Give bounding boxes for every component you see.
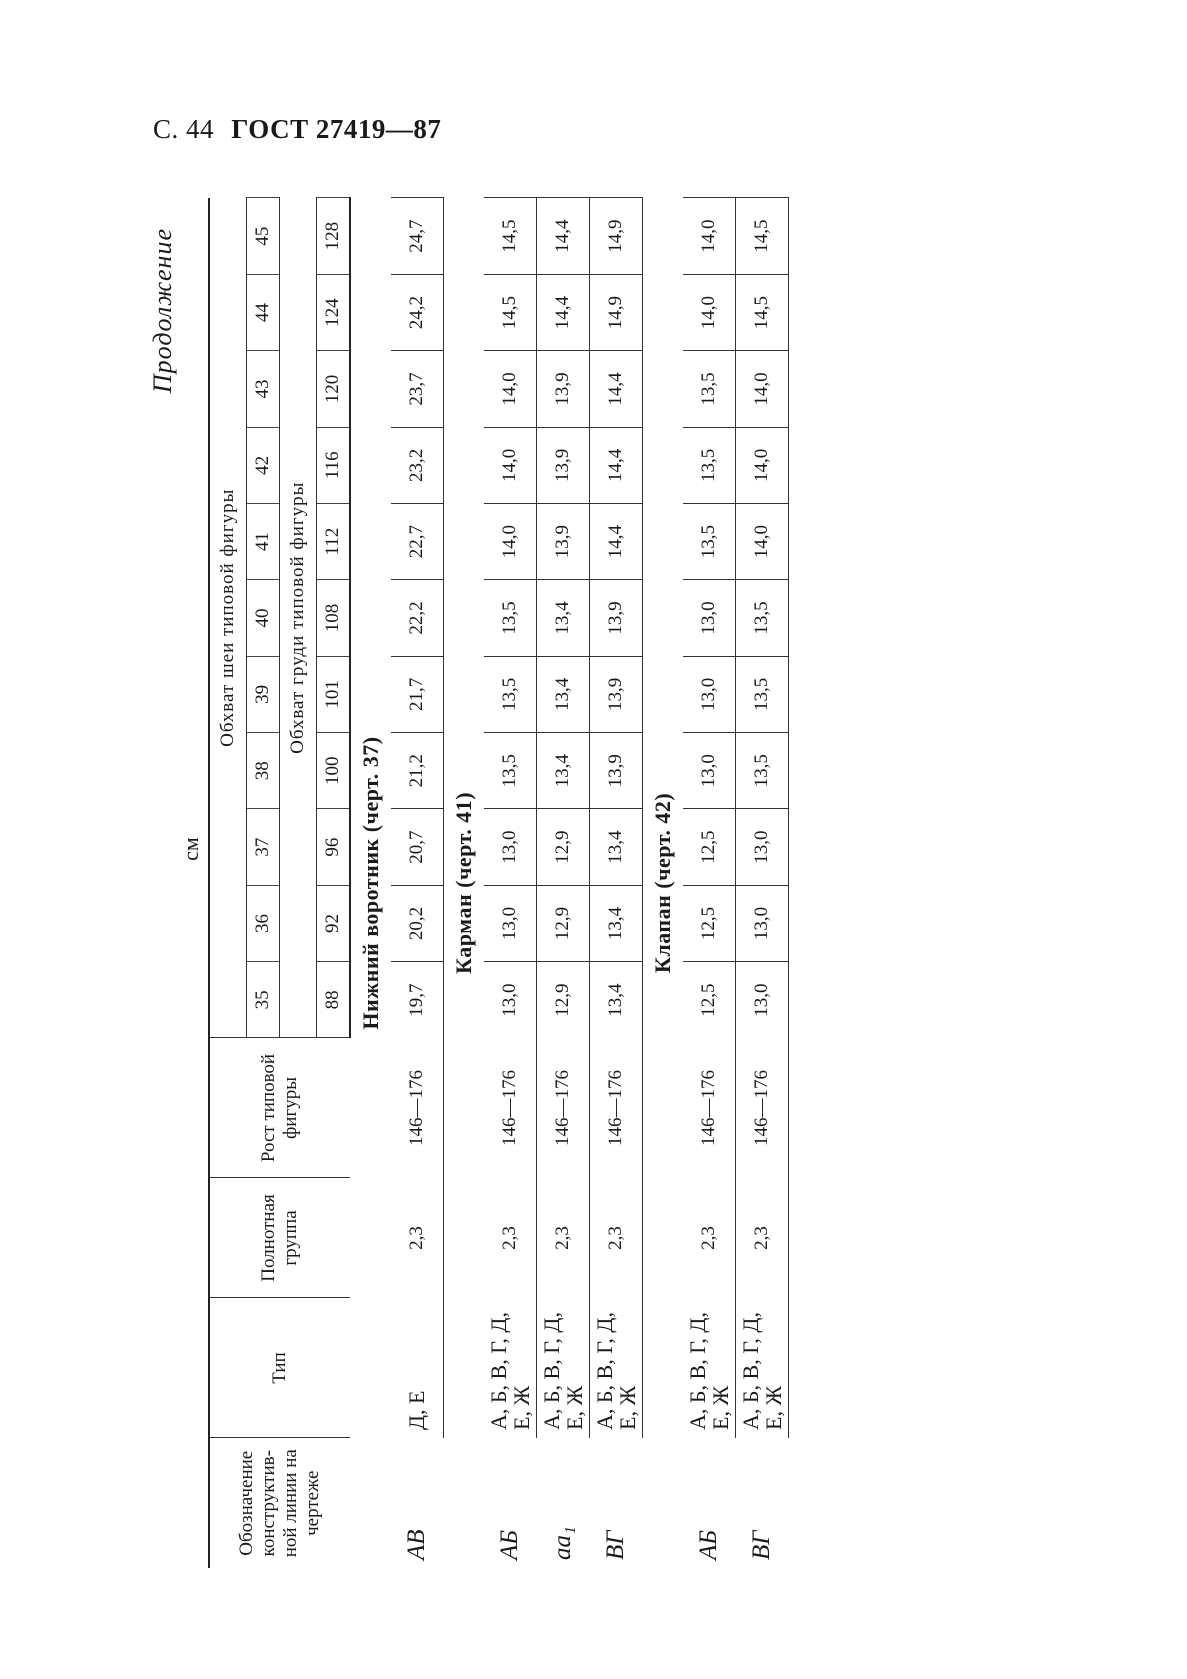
value-cell: 13,4	[537, 656, 590, 732]
neck-size-5: 40	[247, 580, 280, 656]
value-cell: 14,5	[484, 274, 537, 350]
value-cell: 12,9	[537, 885, 590, 961]
col-code-header: Обозначение конструктив-ной линии на чертеже	[209, 1438, 350, 1568]
value-cell: 13,0	[736, 962, 789, 1038]
col-group-header: Полнотная группа	[209, 1178, 350, 1298]
chest-size-6: 112	[317, 503, 351, 579]
chest-size-8: 120	[317, 351, 351, 427]
standard-number: ГОСТ 27419—87	[231, 114, 442, 144]
value-cell: 14,9	[590, 198, 643, 275]
value-cell: 19,7	[391, 962, 444, 1038]
table-row	[484, 198, 537, 1568]
chest-size-7: 116	[317, 427, 351, 503]
table-row	[537, 198, 590, 1568]
unit-text: см	[178, 837, 203, 861]
fullness-group: 2,3	[484, 1178, 537, 1298]
value-cell: 13,4	[590, 809, 643, 885]
value-cell: 13,5	[484, 733, 537, 809]
value-cell: 13,4	[590, 885, 643, 961]
value-cell: 14,4	[537, 274, 590, 350]
neck-size-7: 42	[247, 427, 280, 503]
chest-size-10: 128	[317, 198, 351, 275]
chest-size-3: 100	[317, 733, 351, 809]
fullness-group: 2,3	[391, 1178, 444, 1298]
value-cell: 14,0	[736, 351, 789, 427]
value-cell: 14,0	[683, 274, 736, 350]
continuation-label: Продолжение	[148, 228, 177, 394]
value-cell: 14,5	[736, 274, 789, 350]
height-range: 146—176	[537, 1038, 590, 1178]
value-cell: 14,4	[537, 198, 590, 275]
value-cell: 13,0	[683, 656, 736, 732]
value-cell: 13,9	[590, 656, 643, 732]
line-type: Д, Е	[391, 1298, 444, 1438]
value-cell: 14,4	[590, 351, 643, 427]
height-range: 146—176	[683, 1038, 736, 1178]
line-code: АВ	[402, 1529, 430, 1560]
value-cell: 21,2	[391, 733, 444, 809]
fullness-group: 2,3	[683, 1178, 736, 1298]
value-cell: 14,0	[736, 427, 789, 503]
neck-size-9: 44	[247, 274, 280, 350]
line-type: А, Б, В, Г, Д, Е, Ж	[484, 1298, 537, 1438]
chest-size-0: 88	[317, 962, 351, 1038]
line-code: аа₁	[548, 1526, 576, 1560]
value-cell: 24,2	[391, 274, 444, 350]
value-cell: 14,0	[484, 503, 537, 579]
section-header	[444, 198, 485, 1568]
height-range: 146—176	[590, 1038, 643, 1178]
value-cell: 13,9	[537, 427, 590, 503]
chest-size-5: 108	[317, 580, 351, 656]
section-title: Нижний воротник (черт. 37)	[358, 736, 384, 1030]
value-cell: 13,0	[683, 733, 736, 809]
neck-size-4: 39	[247, 656, 280, 732]
rotated-table-block	[148, 198, 1080, 1568]
value-cell: 20,2	[391, 885, 444, 961]
value-cell: 13,5	[683, 427, 736, 503]
value-cell: 13,5	[683, 503, 736, 579]
page-number: С. 44	[153, 114, 215, 144]
col-height-header: Рост типовой фигуры	[209, 1038, 350, 1178]
value-cell: 14,5	[484, 198, 537, 275]
value-cell: 13,5	[484, 656, 537, 732]
value-cell: 14,0	[683, 198, 736, 275]
value-cell: 14,0	[484, 427, 537, 503]
value-cell: 21,7	[391, 656, 444, 732]
chest-title: Обхват груди типовой фигуры	[280, 198, 317, 1038]
value-cell: 13,9	[537, 503, 590, 579]
value-cell: 12,9	[537, 809, 590, 885]
value-cell: 12,5	[683, 809, 736, 885]
value-cell: 13,9	[590, 580, 643, 656]
table-row	[590, 198, 643, 1568]
col-type-header: Тип	[209, 1298, 350, 1438]
section-title: Клапан (черт. 42)	[650, 792, 676, 974]
value-cell: 14,5	[736, 198, 789, 275]
section-header	[350, 198, 391, 1568]
line-code: АБ	[495, 1529, 523, 1560]
value-cell: 13,5	[484, 580, 537, 656]
neck-title: Обхват шеи типовой фигуры	[209, 198, 247, 1038]
line-type: А, Б, В, Г, Д, Е, Ж	[537, 1298, 590, 1438]
table-row	[391, 198, 444, 1568]
chest-size-9: 124	[317, 274, 351, 350]
chest-size-4: 101	[317, 656, 351, 732]
value-cell: 14,4	[590, 503, 643, 579]
value-cell: 13,5	[736, 733, 789, 809]
value-cell: 12,5	[683, 962, 736, 1038]
line-type: А, Б, В, Г, Д, Е, Ж	[683, 1298, 736, 1438]
height-range: 146—176	[736, 1038, 789, 1178]
value-cell: 13,4	[590, 962, 643, 1038]
value-cell: 14,4	[590, 427, 643, 503]
line-code: АБ	[694, 1529, 722, 1560]
height-range: 146—176	[484, 1038, 537, 1178]
value-cell: 13,9	[537, 351, 590, 427]
line-type: А, Б, В, Г, Д, Е, Ж	[736, 1298, 789, 1438]
value-cell: 20,7	[391, 809, 444, 885]
value-cell: 14,9	[590, 274, 643, 350]
neck-size-3: 38	[247, 733, 280, 809]
neck-size-6: 41	[247, 503, 280, 579]
fullness-group: 2,3	[736, 1178, 789, 1298]
value-cell: 12,5	[683, 885, 736, 961]
section-header	[643, 198, 684, 1568]
value-cell: 13,5	[736, 656, 789, 732]
neck-size-10: 45	[247, 198, 280, 275]
value-cell: 13,0	[683, 580, 736, 656]
line-code: ВГ	[601, 1530, 629, 1560]
value-cell: 13,0	[484, 962, 537, 1038]
value-cell: 13,9	[590, 733, 643, 809]
value-cell: 12,9	[537, 962, 590, 1038]
value-cell: 13,4	[537, 580, 590, 656]
fullness-group: 2,3	[590, 1178, 643, 1298]
unit-label	[178, 198, 204, 1568]
table-row	[736, 198, 789, 1568]
value-cell: 14,0	[736, 503, 789, 579]
value-cell: 22,7	[391, 503, 444, 579]
value-cell: 13,0	[484, 809, 537, 885]
value-cell: 13,4	[537, 733, 590, 809]
line-code: ВГ	[747, 1530, 775, 1560]
value-cell: 14,0	[484, 351, 537, 427]
table-row	[683, 198, 736, 1568]
chest-size-1: 92	[317, 885, 351, 961]
neck-size-0: 35	[247, 962, 280, 1038]
value-cell: 22,2	[391, 580, 444, 656]
height-range: 146—176	[391, 1038, 444, 1178]
section-title: Карман (черт. 41)	[451, 791, 477, 974]
fullness-group: 2,3	[537, 1178, 590, 1298]
neck-size-2: 37	[247, 809, 280, 885]
neck-size-8: 43	[247, 351, 280, 427]
chest-size-2: 96	[317, 809, 351, 885]
value-cell: 13,0	[736, 809, 789, 885]
page-header	[153, 114, 441, 145]
value-cell: 23,2	[391, 427, 444, 503]
value-cell: 13,0	[484, 885, 537, 961]
line-type: А, Б, В, Г, Д, Е, Ж	[590, 1298, 643, 1438]
value-cell: 23,7	[391, 351, 444, 427]
value-cell: 13,5	[736, 580, 789, 656]
neck-size-1: 36	[247, 885, 280, 961]
value-cell: 13,0	[736, 885, 789, 961]
dimensions-table	[208, 197, 789, 1568]
value-cell: 13,5	[683, 351, 736, 427]
value-cell: 24,7	[391, 198, 444, 275]
